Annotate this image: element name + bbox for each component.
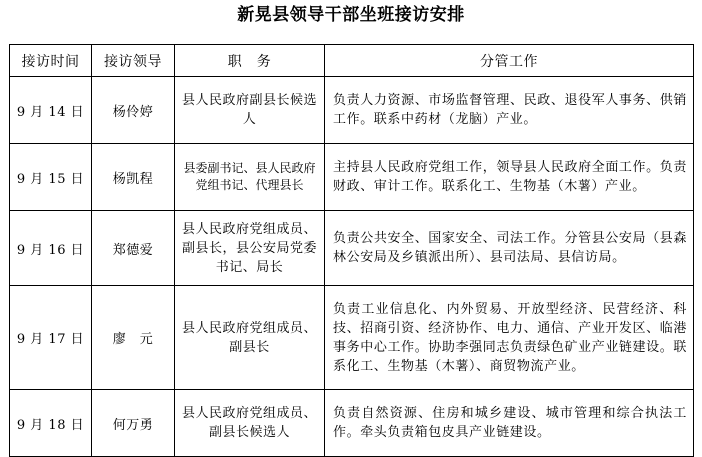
position-cell: 县委副书记、县人民政府党组书记、代理县长 [175,144,325,211]
date-cell: 9 月 14 日 [10,77,92,144]
header-duties: 分管工作 [325,45,694,77]
table-row [10,286,694,390]
position-cell: 县人民政府党组成员、副县长候选人 [175,390,325,457]
date-cell: 9 月 16 日 [10,211,92,286]
header-leader: 接访领导 [92,45,175,77]
duties-cell: 主持县人民政府党组工作，领导县人民政府全面工作。负责财政、审计工作。联系化工、生物基（木薯）产业。 [325,144,694,211]
duties-cell: 负责人力资源、市场监督管理、民政、退役军人事务、供销工作。联系中药材（龙脑）产业。 [325,77,694,144]
date-cell: 9 月 15 日 [10,144,92,211]
position-cell: 县人民政府副县长候选人 [175,77,325,144]
position-cell: 县人民政府党组成员、副县长，县公安局党委书记、局长 [175,211,325,286]
leader-cell: 郑德爱 [92,211,175,286]
leader-cell: 廖 元 [92,286,175,390]
table-row [10,144,694,211]
date-cell: 9 月 18 日 [10,390,92,457]
duties-cell: 负责自然资源、住房和城乡建设、城市管理和综合执法工作。牵头负责箱包皮具产业链建设。 [325,390,694,457]
position-cell: 县人民政府党组成员、副县长 [175,286,325,390]
duties-cell: 负责公共安全、国家安全、司法工作。分管县公安局（县森林公安局及乡镇派出所）、县司法局、县信访局。 [325,211,694,286]
header-position: 职 务 [175,45,325,77]
header-time: 接访时间 [10,45,92,77]
table-row [10,77,694,144]
table-row [10,390,694,457]
page-title: 新晃县领导干部坐班接访安排 [237,5,465,25]
leader-cell: 杨伶婷 [92,77,175,144]
duties-cell: 负责工业信息化、内外贸易、开放型经济、民营经济、科技、招商引资、经济协作、电力、通信、产业开发区、临港事务中心工作。协助李强同志负责绿色矿业产业链建设。联系化工、生物基（木薯）、商贸物流产业。 [325,286,694,390]
header-row [10,45,694,77]
leader-cell: 杨凯程 [92,144,175,211]
schedule-table [9,44,694,457]
date-cell: 9 月 17 日 [10,286,92,390]
leader-cell: 何万勇 [92,390,175,457]
table-row [10,211,694,286]
